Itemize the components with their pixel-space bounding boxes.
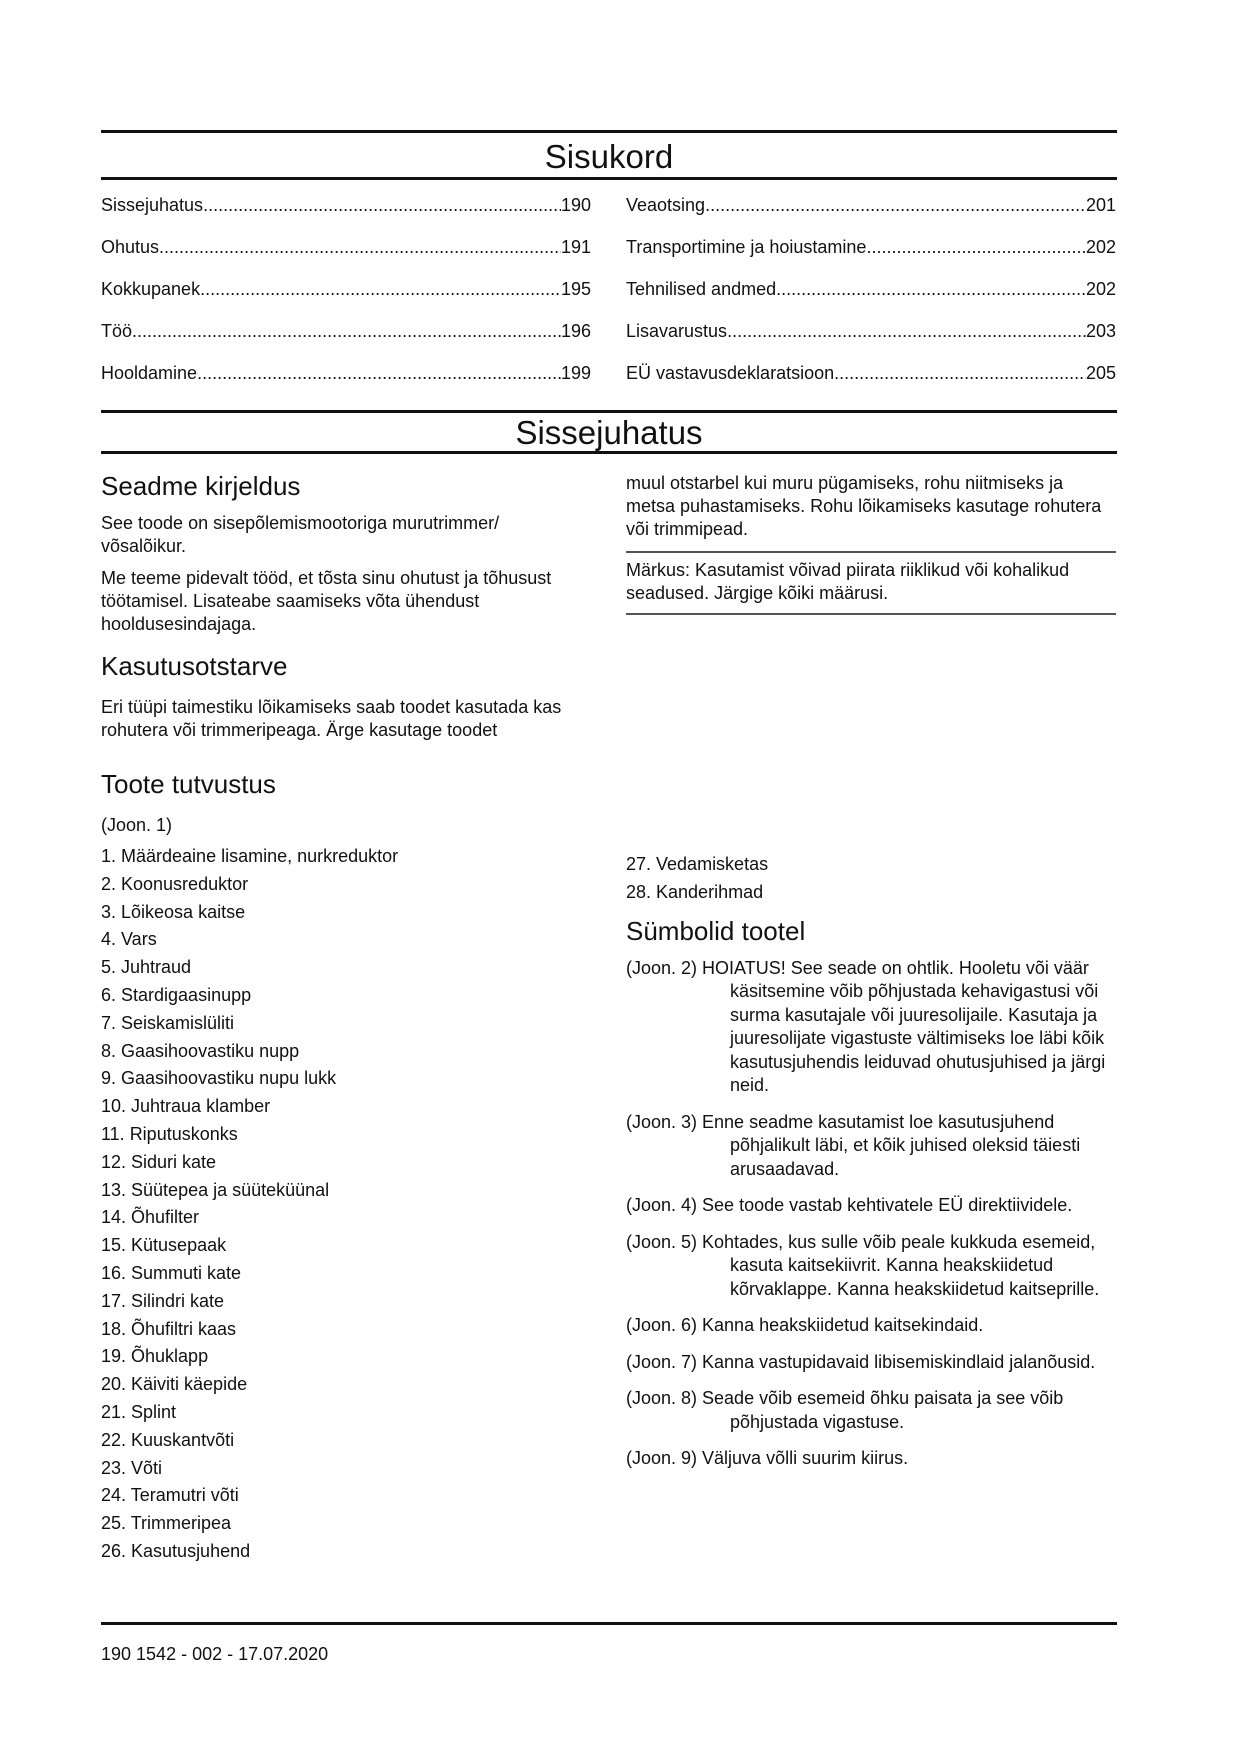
toc-leader: [197, 352, 561, 394]
toc-leader: [132, 310, 561, 352]
toc-entry-label: Kokkupanek: [101, 279, 201, 299]
toc-entry-page: 196: [560, 321, 591, 341]
note-label: Märkus:: [626, 560, 691, 580]
toc-entry[interactable]: [101, 352, 591, 394]
product-overview-section: [101, 768, 591, 1566]
toc-bottom-rule: [101, 177, 1117, 180]
left-column: [101, 470, 591, 751]
list-item: 15. Kütusepaak: [101, 1235, 227, 1256]
toc-entry-page: 202: [1085, 279, 1116, 299]
list-item: 2. Koonusreduktor: [101, 873, 249, 894]
toc-entry-page: 201: [1085, 195, 1116, 215]
symbol-item: (Joon. 3) Enne seadme kasutamist loe kasutusjuhend põhjalikult läbi, et kõik juhised oleksid täiesti arusaadavad.: [626, 1111, 1081, 1179]
symbol-item: (Joon. 8) Seade võib esemeid õhku paisata ja see võib põhjustada vigastuse.: [626, 1388, 1064, 1432]
parts-list: [101, 843, 591, 1566]
toc-entry-label: Hooldamine: [101, 363, 198, 383]
product-overview-heading: Toote tutvustus: [101, 769, 276, 799]
toc-entry-label: Lisavarustus: [626, 321, 728, 341]
toc-entry[interactable]: [626, 310, 1116, 352]
toc-leader: [203, 184, 561, 226]
list-item: 25. Trimmeripea: [101, 1513, 232, 1534]
symbol-item: (Joon. 2) HOIATUS! See seade on ohtlik. Hooletu või väär käsitsemine võib põhjustada kehavigastusi või surma kasutajale või juuresolijaile. Kasutaja ja juuresolijate vigastuste vältimiseks loe läbi kõik kasutusjuhendis leiduvad ohutusjuhised ja järgi neid.: [626, 957, 1106, 1096]
toc-entry-label: Tehnilised andmed: [626, 279, 777, 299]
list-item: 17. Silindri kate: [101, 1290, 225, 1311]
list-item: 22. Kuuskantvõti: [101, 1429, 235, 1450]
list-item: 9. Gaasihoovastiku nupu lukk: [101, 1068, 337, 1089]
symbol-item: (Joon. 5) Kohtades, kus sulle võib peale kukkuda esemeid, kasuta kaitsekiivrit. Kanna heakskiidetud kõrvaklappe. Kanna heakskiidetud kaitseprille.: [626, 1231, 1100, 1299]
right-column-bottom: [626, 851, 1116, 1484]
parts-list-continued: [626, 851, 1116, 907]
footer-doc-id: 190 1542 - 002 - 17.07.2020: [101, 1644, 329, 1664]
toc-leader: [159, 226, 561, 268]
toc-entry-page: 191: [560, 237, 591, 257]
toc-leader: [727, 310, 1086, 352]
list-item: 1. Määrdeaine lisamine, nurkreduktor: [101, 846, 399, 866]
intended-use-text: Eri tüüpi taimestiku lõikamiseks saab toodet kasutada kas rohutera või trimmeripeaga. Ärge kasutage toodet: [101, 697, 562, 740]
list-item: 5. Juhtraud: [101, 957, 192, 978]
toc-entry-label: Sissejuhatus: [101, 195, 204, 215]
toc-entry-label: EÜ vastavusdeklaratsioon: [626, 363, 835, 383]
toc-entry-label: Töö: [101, 321, 133, 341]
list-item: 8. Gaasihoovastiku nupp: [101, 1040, 300, 1061]
toc-entry-page: 202: [1085, 237, 1116, 257]
symbol-item: (Joon. 9) Väljuva võlli suurim kiirus.: [626, 1448, 909, 1469]
intro-bottom-rule: [101, 451, 1117, 454]
toc-leader: [776, 268, 1086, 310]
list-item: 3. Lõikeosa kaitse: [101, 901, 246, 922]
right-column-top: [626, 472, 1116, 615]
symbol-item: (Joon. 7) Kanna vastupidavaid libisemiskindlaid jalanõusid.: [626, 1351, 1096, 1372]
list-item: 12. Siduri kate: [101, 1151, 217, 1172]
list-item: 26. Kasutusjuhend: [101, 1540, 251, 1561]
intro-title: Sissejuhatus: [515, 414, 703, 451]
list-item: 14. Õhufilter: [101, 1207, 200, 1228]
toc-entry-page: 205: [1085, 363, 1116, 383]
toc-entry[interactable]: [101, 226, 591, 268]
toc-entry[interactable]: [101, 310, 591, 352]
list-item: 20. Käiviti käepide: [101, 1374, 248, 1395]
list-item: 4. Vars: [101, 929, 157, 950]
note-box: [626, 551, 1116, 615]
list-item: 18. Õhufiltri kaas: [101, 1318, 237, 1339]
list-item: 28. Kanderihmad: [626, 881, 764, 902]
list-item: 13. Süütepea ja süüteküünal: [101, 1179, 330, 1200]
toc-leader: [200, 268, 561, 310]
toc-leader: [866, 226, 1086, 268]
list-item: 6. Stardigaasinupp: [101, 984, 252, 1005]
toc-entry-page: 199: [560, 363, 591, 383]
toc-entry[interactable]: [626, 268, 1116, 310]
toc-entry-label: Veaotsing: [626, 195, 706, 215]
toc-entry[interactable]: [626, 184, 1116, 226]
list-item: 27. Vedamisketas: [626, 854, 769, 874]
toc-leader: [834, 352, 1086, 394]
symbols-heading: Sümbolid tootel: [626, 915, 806, 946]
toc-entry[interactable]: [626, 226, 1116, 268]
intended-use-heading: Kasutusotstarve: [101, 651, 288, 681]
footer-rule: [101, 1622, 1117, 1625]
toc-left-column: [101, 184, 591, 394]
list-item: 23. Võti: [101, 1457, 163, 1478]
toc-title: Sisukord: [544, 138, 674, 175]
list-item: 7. Seiskamislüliti: [101, 1012, 235, 1033]
toc-entry-label: Transportimine ja hoiustamine: [626, 237, 867, 257]
toc-entry[interactable]: [626, 352, 1116, 394]
symbol-item: (Joon. 4) See toode vastab kehtivatele EÜ direktiividele.: [626, 1195, 1073, 1216]
toc-entry[interactable]: [101, 268, 591, 310]
device-description-text: Me teeme pidevalt tööd, et tõsta sinu ohutust ja tõhusust töötamisel. Lisateabe saamiseks võta ühendust hooldusesindajaga.: [101, 568, 552, 634]
symbol-item: (Joon. 6) Kanna heakskiidetud kaitsekindaid.: [626, 1315, 984, 1336]
toc-entry-label: Ohutus: [101, 237, 160, 257]
figure-reference: (Joon. 1): [101, 815, 173, 835]
device-description-heading: Seadme kirjeldus: [101, 471, 301, 501]
note-text: Kasutamist võivad piirata riiklikud või kohalikud seadused. Järgige kõiki määrusi.: [626, 560, 1070, 603]
toc-entry-page: 195: [560, 279, 591, 299]
intended-use-text-continued: muul otstarbel kui muru pügamiseks, rohu niitmiseks ja metsa puhastamiseks. Rohu lõikamiseks kasutage rohutera või trimmipead.: [626, 473, 1102, 539]
toc-entry-page: 203: [1085, 321, 1116, 341]
toc-entry-page: 190: [560, 195, 591, 215]
list-item: 19. Õhuklapp: [101, 1346, 209, 1367]
list-item: 21. Splint: [101, 1401, 177, 1422]
list-item: 10. Juhtraua klamber: [101, 1096, 271, 1117]
toc-entry[interactable]: [101, 184, 591, 226]
device-description-text: See toode on sisepõlemismootoriga murutrimmer/ võsalõikur.: [101, 513, 500, 556]
list-item: 16. Summuti kate: [101, 1262, 242, 1283]
toc-right-column: [626, 184, 1116, 394]
toc-top-rule: [101, 130, 1117, 133]
list-item: 24. Teramutri võti: [101, 1485, 239, 1506]
list-item: 11. Riputuskonks: [101, 1123, 238, 1144]
toc-leader: [705, 184, 1086, 226]
